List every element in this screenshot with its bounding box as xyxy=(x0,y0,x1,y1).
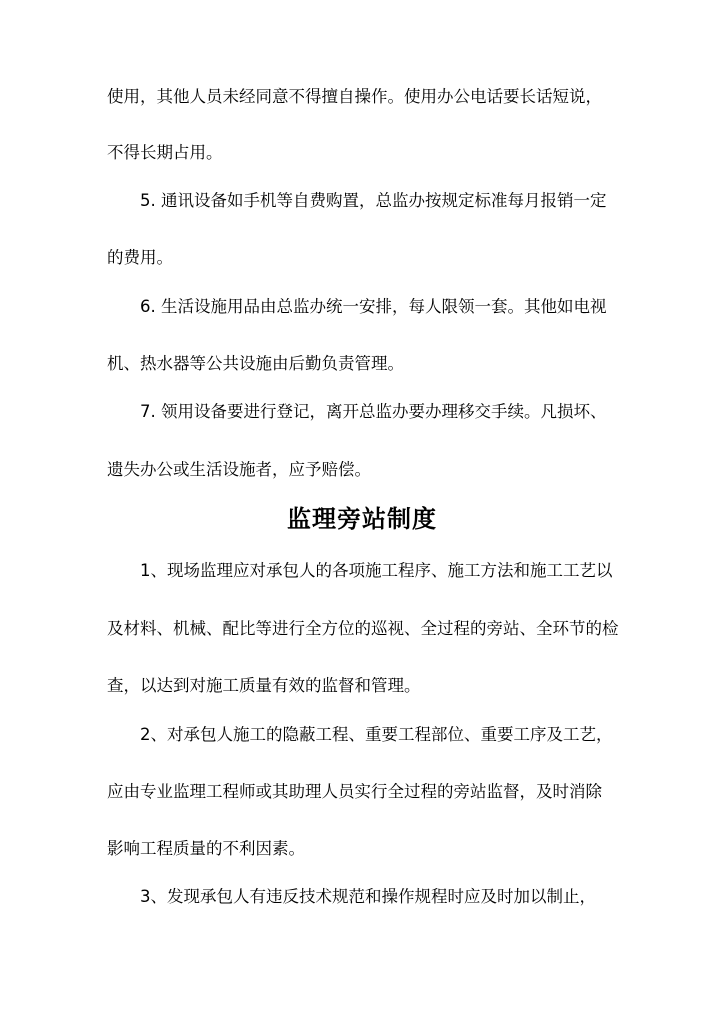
text-line: 查，以达到对施工质量有效的监督和管理。 xyxy=(107,676,421,695)
text-line: 6. 生活设施用品由总监办统一安排，每人限领一套。其他如电视 xyxy=(140,297,607,316)
text-line: 7. 领用设备要进行登记，离开总监办要办理移交手续。凡损坏、 xyxy=(140,402,607,421)
section-title: 监理旁站制度 xyxy=(287,505,437,533)
text-line: 5. 通讯设备如手机等自费购置，总监办按规定标准每月报销一定 xyxy=(140,191,607,210)
text-line: 1、现场监理应对承包人的各项施工程序、施工方法和施工工艺以 xyxy=(140,561,613,580)
text-line: 应由专业监理工程师或其助理人员实行全过程的旁站监督，及时消除 xyxy=(107,782,602,801)
text-line: 3、发现承包人有违反技术规范和操作规程时应及时加以制止， xyxy=(140,887,596,906)
text-line: 遗失办公或生活设施者，应予赔偿。 xyxy=(107,460,371,479)
text-line: 不得长期占用。 xyxy=(107,143,223,162)
text-line: 的费用。 xyxy=(107,248,173,267)
text-line: 机、热水器等公共设施由后勤负责管理。 xyxy=(107,354,404,373)
text-line: 影响工程质量的不利因素。 xyxy=(107,839,305,858)
text-line: 使用，其他人员未经同意不得擅自操作。使用办公电话要长话短说， xyxy=(107,87,602,106)
text-line: 及材料、机械、配比等进行全方位的巡视、全过程的旁站、全环节的检 xyxy=(107,619,619,638)
text-line: 2、对承包人施工的隐蔽工程、重要工程部位、重要工序及工艺， xyxy=(140,725,613,744)
